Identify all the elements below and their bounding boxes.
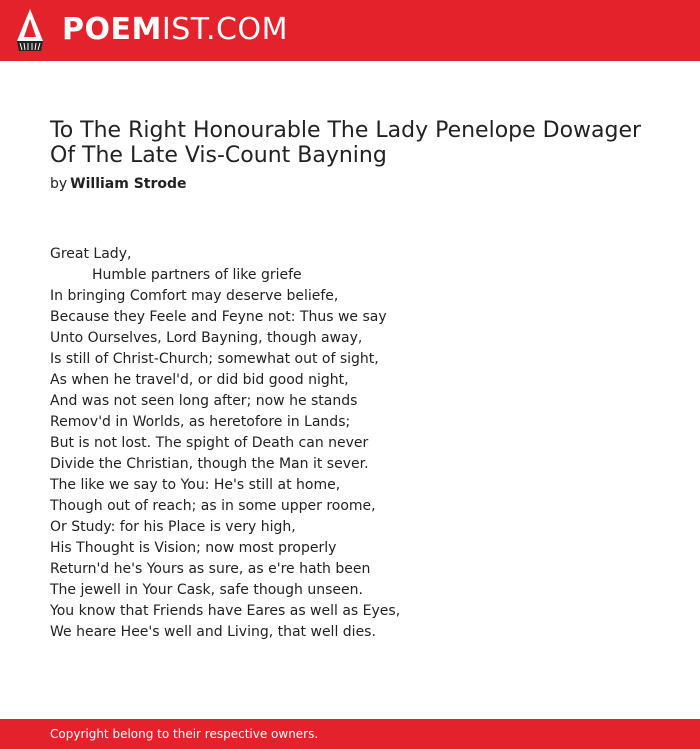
pen-nib-icon[interactable]	[17, 9, 43, 51]
logo-light-text: IST.COM	[161, 12, 288, 47]
poem-line: And was not seen long after; now he stands	[50, 393, 358, 409]
author-name[interactable]: William Strode	[70, 176, 187, 192]
poem-line: Return'd he's Yours as sure, as e're hath been	[50, 561, 371, 577]
poem-line: Remov'd in Worlds, as heretofore in Lands;	[50, 414, 351, 430]
byline	[50, 174, 187, 194]
poem-line: In bringing Comfort may deserve beliefe,	[50, 288, 339, 304]
poem-line: Is still of Christ-Church; somewhat out of sight,	[50, 351, 379, 367]
poem-line: His Thought is Vision; now most properly	[50, 540, 337, 556]
by-label: by	[50, 176, 68, 192]
poem-body	[50, 244, 650, 643]
poem-line: Humble partners of like griefe	[92, 267, 302, 283]
logo-bold-text: POEM	[62, 12, 162, 47]
site-header	[0, 0, 700, 61]
poem-line: The jewell in Your Cask, safe though unseen.	[50, 582, 363, 598]
poem-line: We heare Hee's well and Living, that well dies.	[50, 624, 376, 640]
poem-line: Unto Ourselves, Lord Bayning, though away,	[50, 330, 363, 346]
poem-line: Though out of reach; as in some upper roome,	[50, 498, 376, 514]
copyright-text: Copyright belong to their respective owners.	[50, 727, 319, 741]
site-logo[interactable]	[62, 12, 288, 48]
poem-title: To The Right Honourable The Lady Penelope Dowager Of The Late Vis-Count Bayning	[50, 118, 642, 168]
poem-line: As when he travel'd, or did bid good night,	[50, 372, 349, 388]
poem-line: The like we say to You: He's still at home,	[50, 477, 341, 493]
site-footer	[0, 719, 700, 749]
poem-line: Or Study: for his Place is very high,	[50, 519, 296, 535]
poem-line: You know that Friends have Eares as well as Eyes,	[50, 603, 401, 619]
poem-line: Divide the Christian, though the Man it sever.	[50, 456, 369, 472]
poem-line: Great Lady,	[50, 246, 132, 262]
poem-line: Because they Feele and Feyne not: Thus we say	[50, 309, 387, 325]
poem-line: But is not lost. The spight of Death can never	[50, 435, 369, 451]
